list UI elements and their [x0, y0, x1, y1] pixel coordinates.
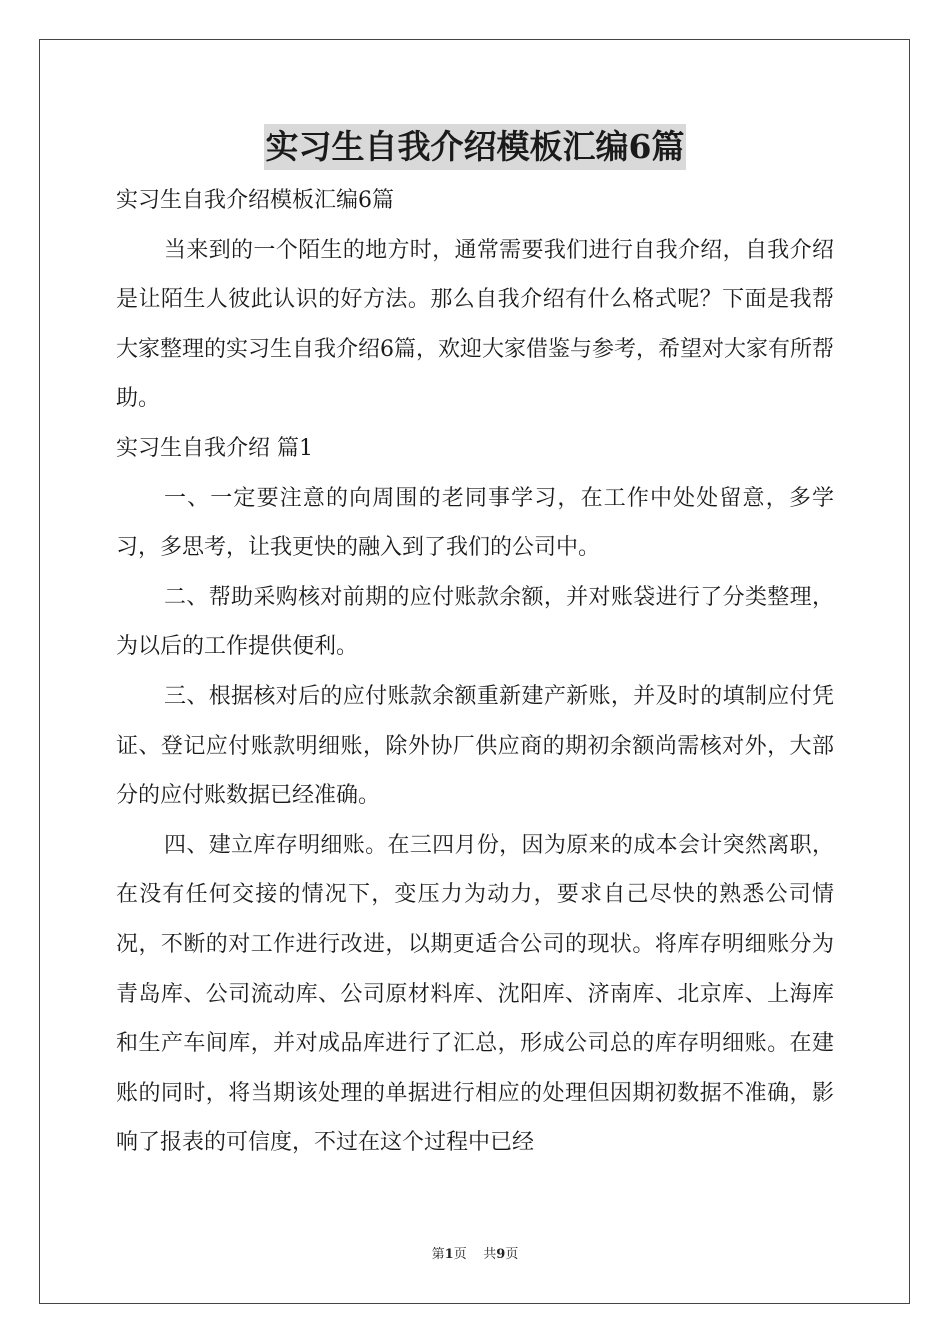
intro-paragraph: 当来到的一个陌生的地方时，通常需要我们进行自我介绍，自我介绍是让陌生人彼此认识的好方法。那么自我介绍有什么格式呢？下面是我帮大家整理的实习生自我介绍6篇，欢迎大家借鉴与参考，希望对大家有所帮助。 [116, 237, 834, 412]
body-paragraph-1: 一、一定要注意的向周围的老同事学习，在工作中处处留意，多学习，多思考，让我更快的融入到了我们的公司中。 [116, 485, 834, 561]
document-body [116, 176, 834, 1168]
page-number-prefix: 第 [431, 1247, 445, 1262]
page-number-suffix: 页 [453, 1247, 467, 1262]
section-heading: 实习生自我介绍 篇1 [116, 435, 313, 461]
page-total: 9 [496, 1247, 506, 1262]
body-paragraph-3: 三、根据核对后的应付账款余额重新建产新账，并及时的填制应付凭证、登记应付账款明细账，除外协厂供应商的期初余额尚需核对外，大部分的应付账数据已经准确。 [116, 683, 834, 809]
page-total-suffix: 页 [505, 1247, 519, 1262]
document-title: 实习生自我介绍模板汇编6篇 [264, 124, 687, 170]
document-subtitle: 实习生自我介绍模板汇编6篇 [116, 188, 394, 213]
page-total-prefix: 共 [483, 1247, 497, 1262]
page-footer [0, 1245, 950, 1265]
body-paragraph-4: 四、建立库存明细账。在三四月份，因为原来的成本会计突然离职，在没有任何交接的情况下，变压力为动力，要求自己尽快的熟悉公司情况，不断的对工作进行改进，以期更适合公司的现状。将库存明细账分为青岛库、公司流动库、公司原材料库、沈阳库、济南库、北京库、上海库和生产车间库，并对成品库进行了汇总，形成公司总的库存明细账。在建账的同时，将当期该处理的单据进行相应的处理但因期初数据不准确，影响了报表的可信度，不过在这个过程中已经 [116, 832, 834, 1156]
body-paragraph-2: 二、帮助采购核对前期的应付账款余额，并对账袋进行了分类整理，为以后的工作提供便利。 [116, 584, 834, 660]
title-container [0, 124, 950, 170]
page-number-current: 1 [444, 1247, 454, 1262]
